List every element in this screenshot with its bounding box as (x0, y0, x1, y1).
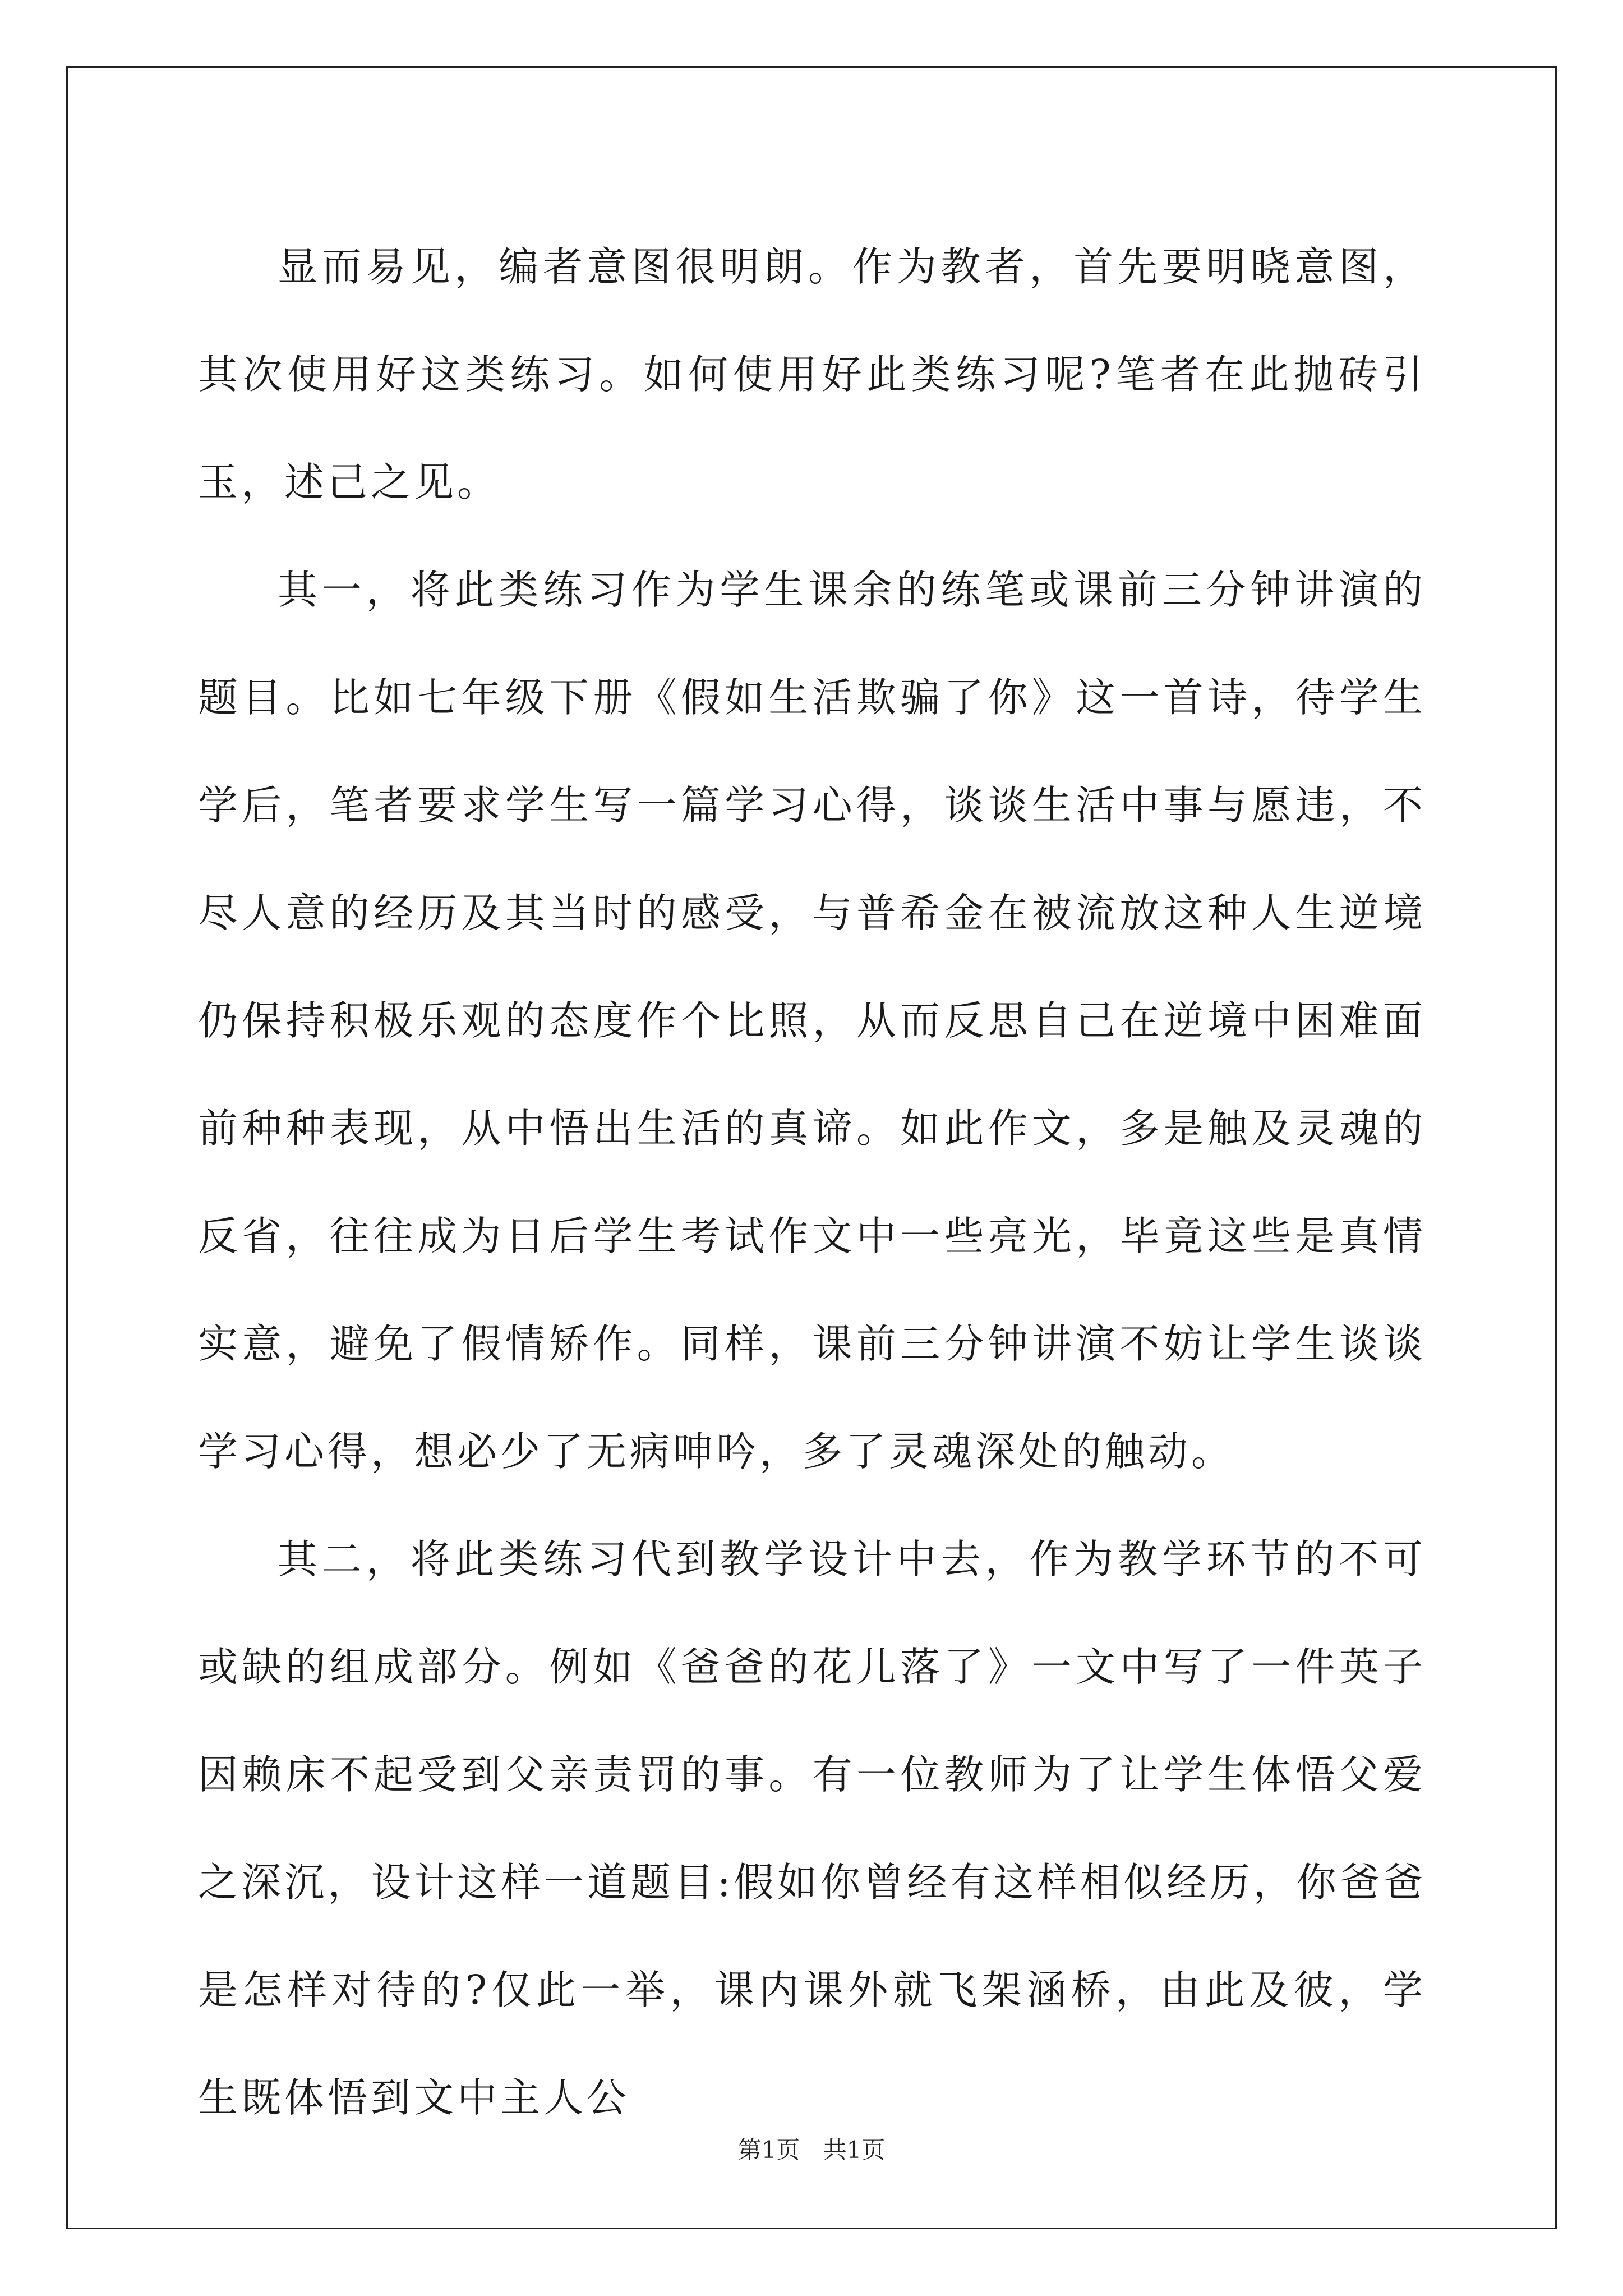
page-number-total: 共1页 (823, 2136, 886, 2164)
page-number-current: 第1页 (737, 2136, 800, 2164)
document-body (198, 213, 1426, 2152)
paragraph-3: 其二，将此类练习代到教学设计中去，作为教学环节的不可或缺的组成部分。例如《爸爸的花儿落了》一文中写了一件英子因赖床不起受到父亲责罚的事。有一位教师为了让学生体悟父爱之深沉，设计这样一道题目:假如你曾经有这样相似经历，你爸爸是怎样对待的?仅此一举，课内课外就飞架涵桥，由此及彼，学生既体悟到文中主人公 (198, 1536, 1426, 2121)
paragraph-1: 显而易见，编者意图很明朗。作为教者，首先要明晓意图，其次使用好这类练习。如何使用好此类练习呢?笔者在此抛砖引玉，述己之见。 (198, 243, 1426, 505)
page-footer (0, 2132, 1623, 2165)
paragraph-2: 其一，将此类练习作为学生课余的练笔或课前三分钟讲演的题目。比如七年级下册《假如生活欺骗了你》这一首诗，待学生学后，笔者要求学生写一篇学习心得，谈谈生活中事与愿违，不尽人意的经历及其当时的感受，与普希金在被流放这种人生逆境仍保持积极乐观的态度作个比照，从而反思自己在逆境中困难面前种种表现，从中悟出生活的真谛。如此作文，多是触及灵魂的反省，往往成为日后学生考试作文中一些亮光，毕竟这些是真情实意，避免了假情矫作。同样，课前三分钟讲演不妨让学生谈谈学习心得，想必少了无病呻吟，多了灵魂深处的触动。 (198, 567, 1426, 1475)
